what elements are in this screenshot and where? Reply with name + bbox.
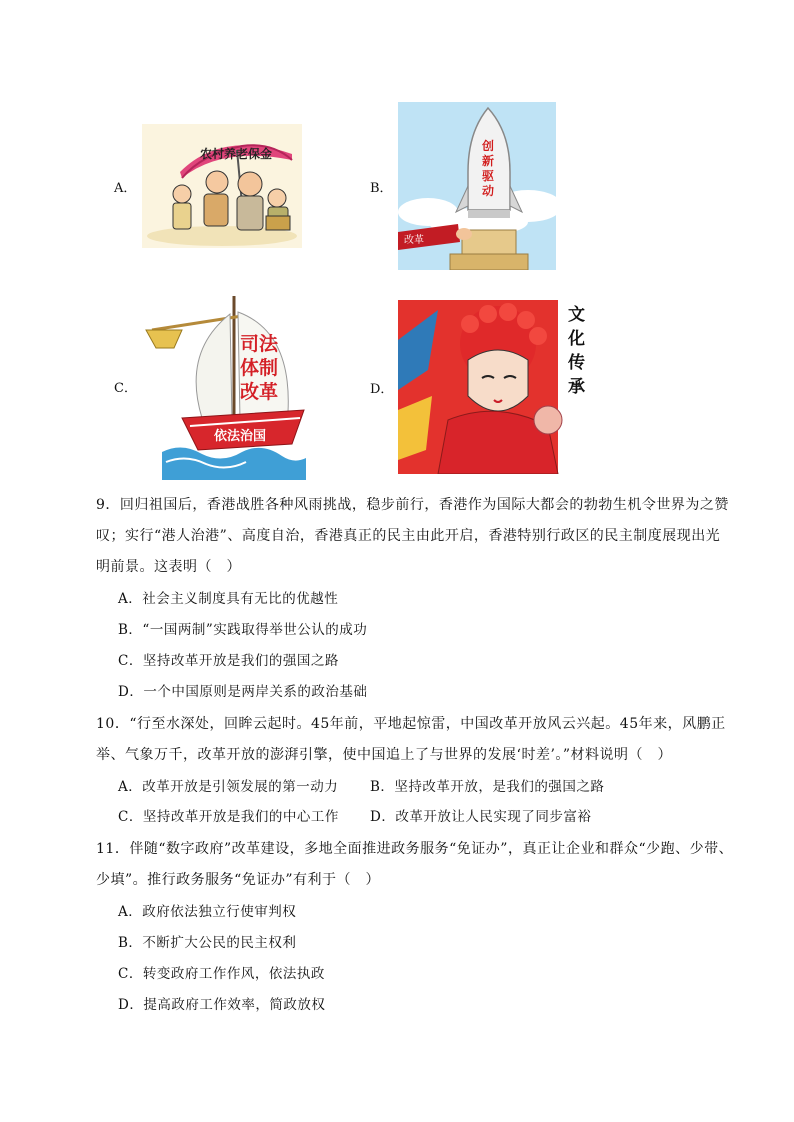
q11-option-a[interactable]: A．政府依法独立行使审判权 bbox=[118, 904, 297, 920]
svg-text:改革: 改革 bbox=[240, 381, 279, 403]
option-d bbox=[370, 300, 596, 474]
pension-umbrella-image bbox=[142, 124, 302, 248]
question-9-line: 明前景。这表明（ ） bbox=[96, 559, 241, 575]
svg-text:传: 传 bbox=[568, 353, 585, 373]
option-b bbox=[370, 102, 556, 270]
question-11-line: 11．伴随“数字政府”改革建设，多地全面推进政务服务“免证办”，真正让企业和群众“少跑、少带、 bbox=[96, 841, 734, 857]
svg-text:创: 创 bbox=[482, 139, 495, 153]
question-11 bbox=[96, 834, 734, 896]
q9-option-b[interactable]: B．“一国两制”实践取得举世公认的成功 bbox=[118, 622, 368, 638]
svg-text:体制: 体制 bbox=[240, 357, 279, 379]
option-d-letter: D． bbox=[370, 381, 394, 397]
option-b-letter: B． bbox=[370, 180, 393, 196]
option-c-letter: C． bbox=[114, 380, 137, 396]
hull-text: 依法治国 bbox=[214, 429, 267, 444]
innovation-rocket-image bbox=[398, 102, 556, 270]
svg-text:化: 化 bbox=[568, 329, 585, 349]
umbrella-text: 农村养老保金 bbox=[200, 147, 273, 161]
q11-option-c[interactable]: C．转变政府工作作风，依法执政 bbox=[118, 966, 325, 982]
peking-opera-image bbox=[398, 300, 596, 474]
question-10-line: 10．“行至水深处，回眸云起时。45年前，平地起惊雷，中国改革开放风云兴起。45年来，风鹏正 bbox=[96, 716, 726, 732]
svg-text:承: 承 bbox=[568, 377, 585, 397]
option-c bbox=[114, 292, 306, 480]
q11-option-d[interactable]: D．提高政府工作效率，简政放权 bbox=[118, 997, 326, 1013]
q9-option-c[interactable]: C．坚持改革开放是我们的强国之路 bbox=[118, 653, 339, 669]
question-11-line: 少填”。推行政务服务“免证办”有利于（ ） bbox=[96, 872, 380, 888]
question-9-line: 叹；实行“港人治港”、高度自治，香港真正的民主由此开启，香港特别行政区的民主制度展现出光 bbox=[96, 528, 721, 544]
question-9 bbox=[96, 490, 729, 583]
svg-text:文: 文 bbox=[568, 305, 585, 325]
question-9-line: 9．回归祖国后，香港战胜各种风雨挑战，稳步前行，香港作为国际大都会的勃勃生机令世界为之赞 bbox=[96, 497, 729, 513]
q11-option-b[interactable]: B．不断扩大公民的民主权利 bbox=[118, 935, 297, 951]
q10-option-c[interactable]: C．坚持改革开放是我们的中心工作 bbox=[118, 809, 339, 825]
q9-option-d[interactable]: D．一个中国原则是两岸关系的政治基础 bbox=[118, 684, 368, 700]
rule-of-law-ship-image bbox=[142, 292, 306, 480]
reform-arm-text: 改革 bbox=[404, 235, 424, 246]
option-a-letter: A． bbox=[114, 180, 137, 196]
svg-text:动: 动 bbox=[482, 184, 495, 198]
q9-option-a[interactable]: A．社会主义制度具有无比的优越性 bbox=[118, 591, 339, 607]
question-10-line: 举、气象万千，改革开放的澎湃引擎，使中国追上了与世界的发展‘时差’。”材料说明（ ） bbox=[96, 747, 673, 763]
svg-text:新: 新 bbox=[482, 154, 495, 168]
option-a bbox=[114, 124, 302, 248]
svg-text:驱: 驱 bbox=[482, 169, 495, 183]
q10-option-a[interactable]: A．改革开放是引领发展的第一动力 bbox=[118, 779, 339, 795]
q10-option-d[interactable]: D．改革开放让人民实现了同步富裕 bbox=[370, 809, 592, 825]
question-10 bbox=[96, 709, 726, 771]
q10-option-b[interactable]: B．坚持改革开放，是我们的强国之路 bbox=[370, 779, 605, 795]
svg-text:司法: 司法 bbox=[240, 333, 279, 355]
